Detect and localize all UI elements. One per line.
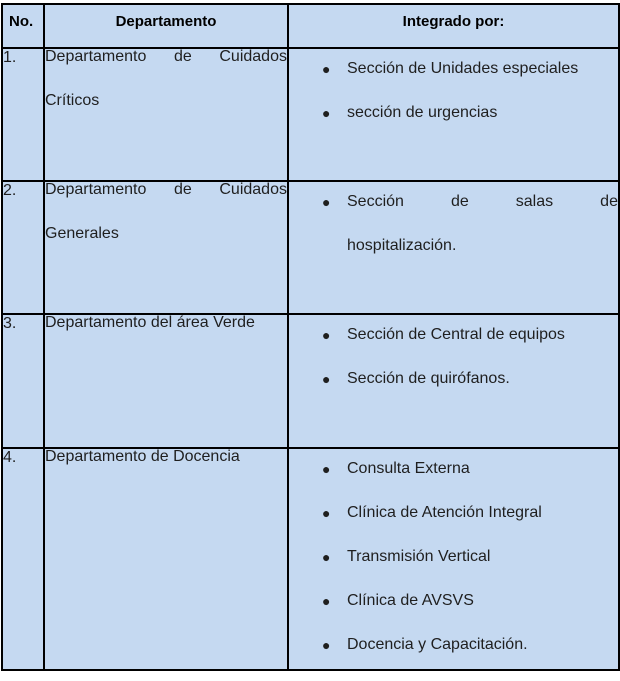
row-number: 4.: [2, 448, 44, 670]
department-word: de: [173, 48, 192, 65]
integrated-list: [289, 313, 618, 401]
bullet-dot-icon: ●: [322, 549, 331, 565]
department-word: de: [173, 181, 192, 198]
table-row: [2, 48, 619, 181]
table-row: [2, 181, 619, 314]
list-item: ● Clínica de Atención Integral: [289, 491, 618, 535]
department-word: Cuidados: [219, 181, 287, 198]
list-item: ● Consulta Externa: [289, 447, 618, 491]
integrated-by-cell: [288, 48, 619, 181]
item-line: [347, 180, 618, 224]
integrated-list: [289, 47, 618, 135]
bullet-dot-icon: ●: [322, 461, 331, 477]
list-item: ● Sección de Central de equipos: [289, 313, 618, 357]
department-cell: [44, 181, 288, 314]
item-word: de: [600, 193, 618, 210]
bullet-dot-icon: ●: [322, 327, 331, 343]
list-item: ● sección de urgencias: [289, 91, 618, 135]
department-cell: [44, 48, 288, 181]
row-number: 1.: [2, 48, 44, 181]
department-line: [45, 35, 287, 79]
integrated-list: [289, 180, 618, 268]
bullet-dot-icon: ●: [322, 194, 331, 210]
department-word: Departamento: [45, 48, 147, 65]
list-item: ● Sección de Unidades especiales: [289, 47, 618, 91]
department-cell: Departamento de Docencia: [44, 448, 288, 670]
bullet-dot-icon: ●: [322, 371, 331, 387]
integrated-list: [289, 447, 618, 667]
table-row: [2, 314, 619, 448]
department-cell: Departamento del área Verde: [44, 314, 288, 448]
header-integrated-by: Integrado por:: [288, 4, 619, 48]
bullet-dot-icon: ●: [322, 593, 331, 609]
integrated-by-cell: [288, 181, 619, 314]
table-row: [2, 448, 619, 670]
departments-table: [1, 3, 620, 671]
department-line: [45, 168, 287, 212]
list-item: ● Sección de quirófanos.: [289, 357, 618, 401]
list-item: [289, 180, 618, 268]
bullet-dot-icon: ●: [322, 61, 331, 77]
item-word: salas: [515, 193, 554, 210]
bullet-dot-icon: ●: [322, 105, 331, 121]
list-item: ● Transmisión Vertical: [289, 535, 618, 579]
row-number: 2.: [2, 181, 44, 314]
item-word: de: [450, 193, 469, 210]
list-item: ● Docencia y Capacitación.: [289, 623, 618, 667]
item-word: Sección: [347, 193, 404, 210]
bullet-dot-icon: ●: [322, 505, 331, 521]
bullet-dot-icon: ●: [322, 637, 331, 653]
integrated-by-cell: [288, 448, 619, 670]
integrated-by-cell: [288, 314, 619, 448]
item-line: hospitalización.: [347, 237, 457, 254]
department-word: Departamento: [45, 181, 147, 198]
department-line: Críticos: [45, 92, 100, 109]
list-item: ● Clínica de AVSVS: [289, 579, 618, 623]
header-department: Departamento: [44, 4, 288, 48]
header-no: No.: [2, 4, 44, 48]
department-word: Cuidados: [219, 48, 287, 65]
department-line: Generales: [45, 225, 119, 242]
row-number: 3.: [2, 314, 44, 448]
